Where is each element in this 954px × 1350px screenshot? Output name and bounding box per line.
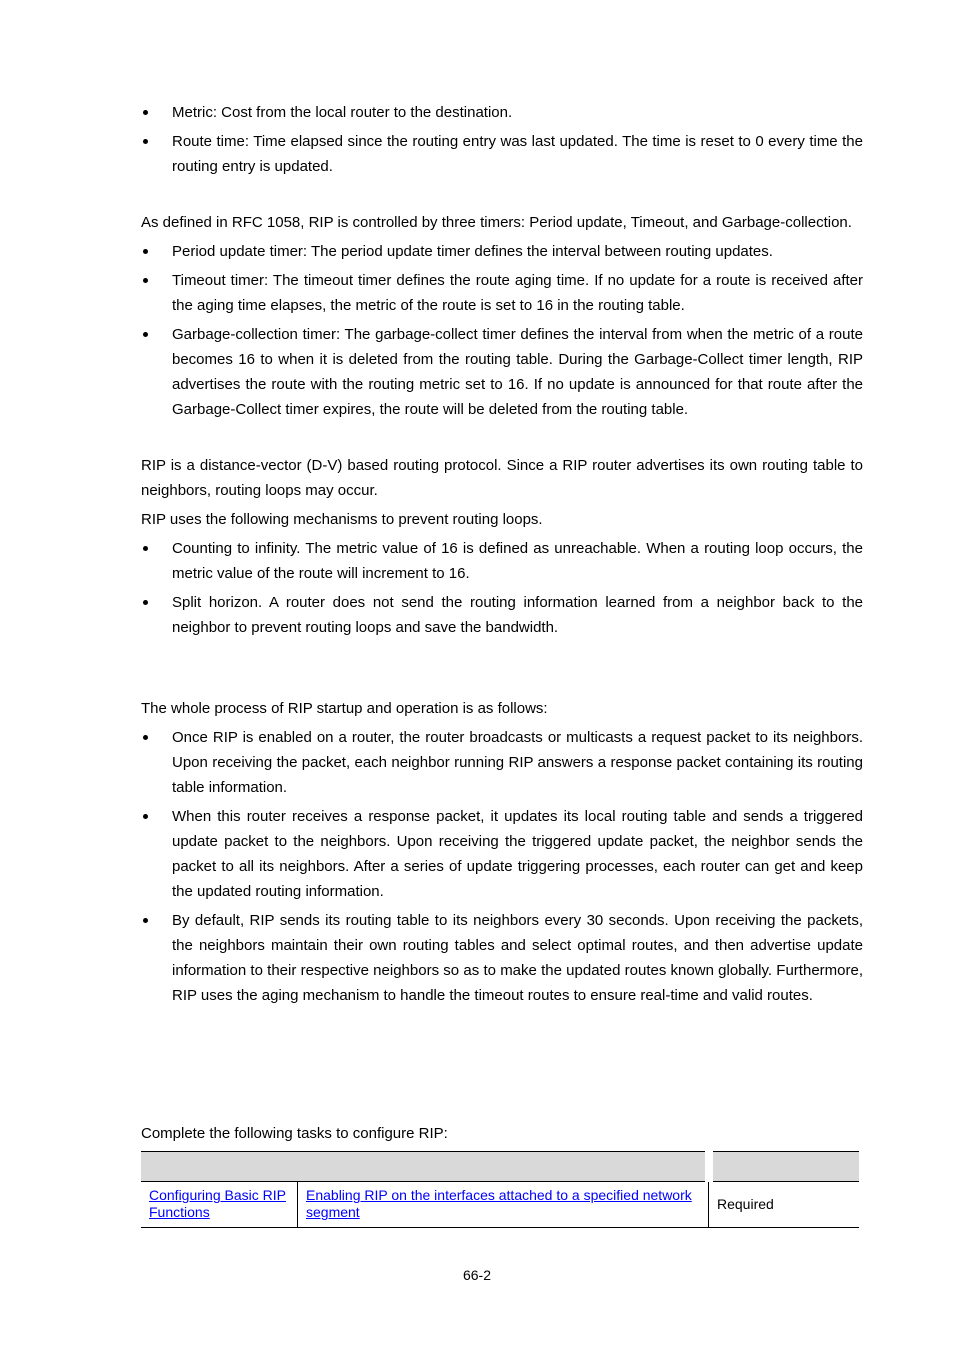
timers-list [141, 239, 863, 422]
process-list [141, 725, 863, 1008]
config-tasks-table [141, 1151, 859, 1228]
tasks-intro: Complete the following tasks to configure RIP: [141, 1125, 448, 1142]
route-entry-attributes-list [141, 100, 863, 179]
loops-intro-mechanisms: RIP uses the following mechanisms to prevent routing loops. [141, 511, 543, 528]
list-item: Split horizon. A router does not send the routing information learned from a neighbor back to the neighbor to prevent routing loops and save the bandwidth. [141, 590, 863, 640]
configuring-basic-rip-link[interactable]: Configuring Basic RIP Functions [149, 1187, 286, 1220]
list-item: Metric: Cost from the local router to the destination. [141, 100, 863, 125]
table-header-cell [709, 1152, 860, 1182]
list-item: Period update timer: The period update timer defines the interval between routing updates. [141, 239, 863, 264]
list-item: By default, RIP sends its routing table to its neighbors every 30 seconds. Upon receiving the packets, the neighbors maintain their own routing tables and select optimal routes, and then advertise update information to their respective neighbors so as to make the updated routes known globally. Furthermore, RIP uses the aging mechanism to handle the timeout routes to ensure real-time and valid routes. [141, 908, 863, 1008]
list-item: Once RIP is enabled on a router, the router broadcasts or multicasts a request packet to its neighbors. Upon receiving the packet, each neighbor running RIP answers a response packet containing its routing table information. [141, 725, 863, 800]
list-item: When this router receives a response packet, it updates its local routing table and sends a triggered update packet to the neighbors. Upon receiving the triggered update packet, the neighbor sends the packet to all its neighbors. After a series of update triggering processes, each router can get and keep the updated routing information. [141, 804, 863, 904]
table-header-row [141, 1152, 859, 1182]
remark-cell: Required [709, 1182, 860, 1228]
process-intro: The whole process of RIP startup and operation is as follows: [141, 700, 548, 717]
page-number: 66-2 [462, 1267, 492, 1283]
loop-prevention-list [141, 536, 863, 640]
list-item: Counting to infinity. The metric value of 16 is defined as unreachable. When a routing loop occurs, the metric value of the route will increment to 16. [141, 536, 863, 586]
table-row [141, 1182, 859, 1228]
table-header-cell [141, 1152, 709, 1182]
list-item: Route time: Time elapsed since the routing entry was last updated. The time is reset to 0 every time the routing entry is updated. [141, 129, 863, 179]
timers-intro: As defined in RFC 1058, RIP is controlled by three timers: Period update, Timeout, and Garbage-collection. [141, 214, 852, 231]
list-item: Timeout timer: The timeout timer defines the route aging time. If no update for a route is received after the aging time elapses, the metric of the route is set to 16 in the routing table. [141, 268, 863, 318]
loops-intro: RIP is a distance-vector (D-V) based routing protocol. Since a RIP router advertises its own routing table to neighbors, routing loops may occur. [141, 457, 863, 499]
subtask-cell [298, 1182, 709, 1228]
task-cell [141, 1182, 298, 1228]
document-page [141, 0, 863, 1012]
enabling-rip-link[interactable]: Enabling RIP on the interfaces attached to a specified network segment [306, 1187, 692, 1220]
list-item: Garbage-collection timer: The garbage-collect timer defines the interval from when the metric of a route becomes 16 to when it is deleted from the routing table. During the Garbage-Collect timer length, RIP advertises the route with the routing metric set to 16. If no update is announced for that route after the Garbage-Collect timer expires, the route will be deleted from the routing table. [141, 322, 863, 422]
